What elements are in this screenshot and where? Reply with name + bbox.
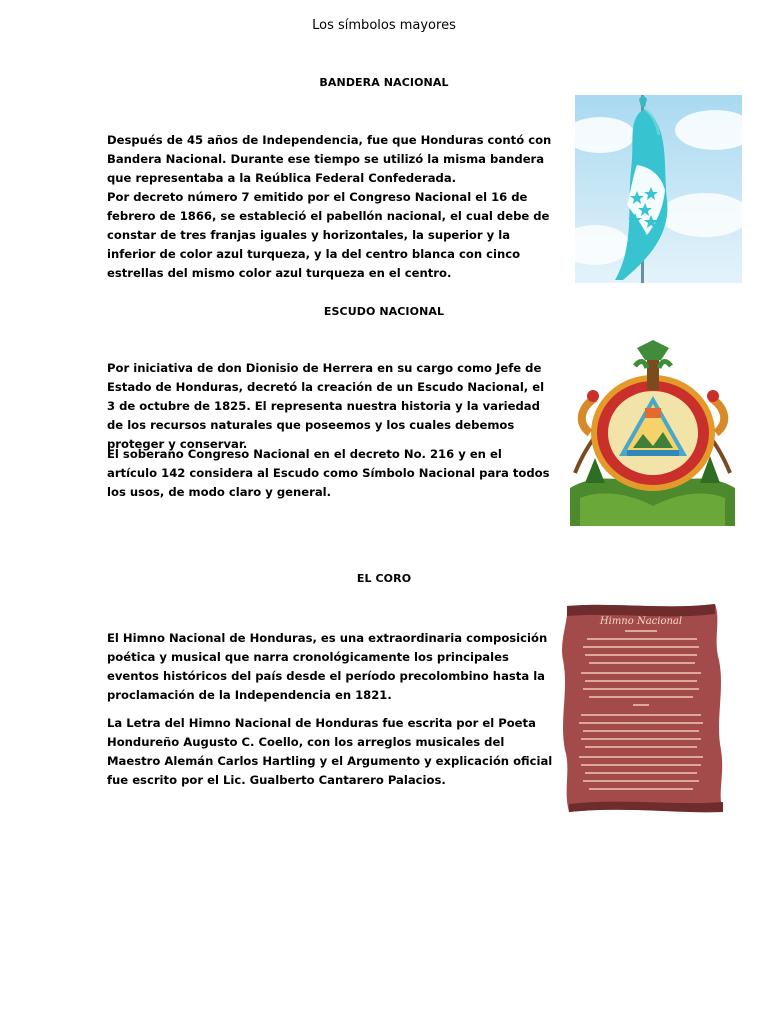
paragraph-escudo-2: El soberano Congreso Nacional en el decreto No. 216 y en el artículo 142 considera al Escudo como Símbolo Nacional para todos los usos, de modo claro y general. [107, 447, 550, 499]
paragraph-bandera-2: Por decreto número 7 emitido por el Congreso Nacional el 16 de febrero de 1866, se estableció el pabellón nacional, el cual debe de constar de tres franjas iguales y horizontales, la superior y la inferior de color azul turqueza, y la del centro blanca con cinco estrellas del mismo color azul turqueza en el centro. [107, 190, 550, 280]
paragraph-bandera-1: Después de 45 años de Independencia, fue que Honduras contó con Bandera Nacional. Durante ese tiempo se utilizó la misma bandera que representaba a la Reública Federal Confederada. [107, 133, 552, 185]
document-title: Los símbolos mayores [312, 18, 456, 33]
anthem-scroll-image [555, 600, 728, 815]
paragraph-coro-1: El Himno Nacional de Honduras, es una extraordinaria composición poética y musical que narra cronológicamente los principales eventos históricos del país desde el período precolombino hasta la proclamación de la Independencia en 1821. [107, 631, 548, 702]
paragraph-coro-2: La Letra del Himno Nacional de Honduras fue escrita por el Poeta Hondureño Augusto C. Coello, con los arreglos musicales del Maestro Alemán Carlos Hartling y el Argumento y explicación oficial fue escrito por el Lic. Gualberto Cantarero Palacios. [107, 716, 553, 787]
section-heading-bandera: BANDERA NACIONAL [319, 76, 449, 89]
section-heading-escudo: ESCUDO NACIONAL [323, 305, 445, 318]
scroll-title: Himno Nacional [599, 616, 683, 627]
paragraph-escudo-1: Por iniciativa de don Dionisio de Herrera en su cargo como Jefe de Estado de Honduras, decretó la creación de un Escudo Nacional, el 3 de octubre de 1825. El representa nuestra historia y la variedad de los recursos naturales que poseemos y los cuales debemos proteger y conservar. [107, 361, 545, 451]
honduras-flag-image [575, 95, 742, 283]
section-heading-coro: EL CORO [356, 572, 412, 585]
coat-of-arms-image [565, 338, 740, 531]
